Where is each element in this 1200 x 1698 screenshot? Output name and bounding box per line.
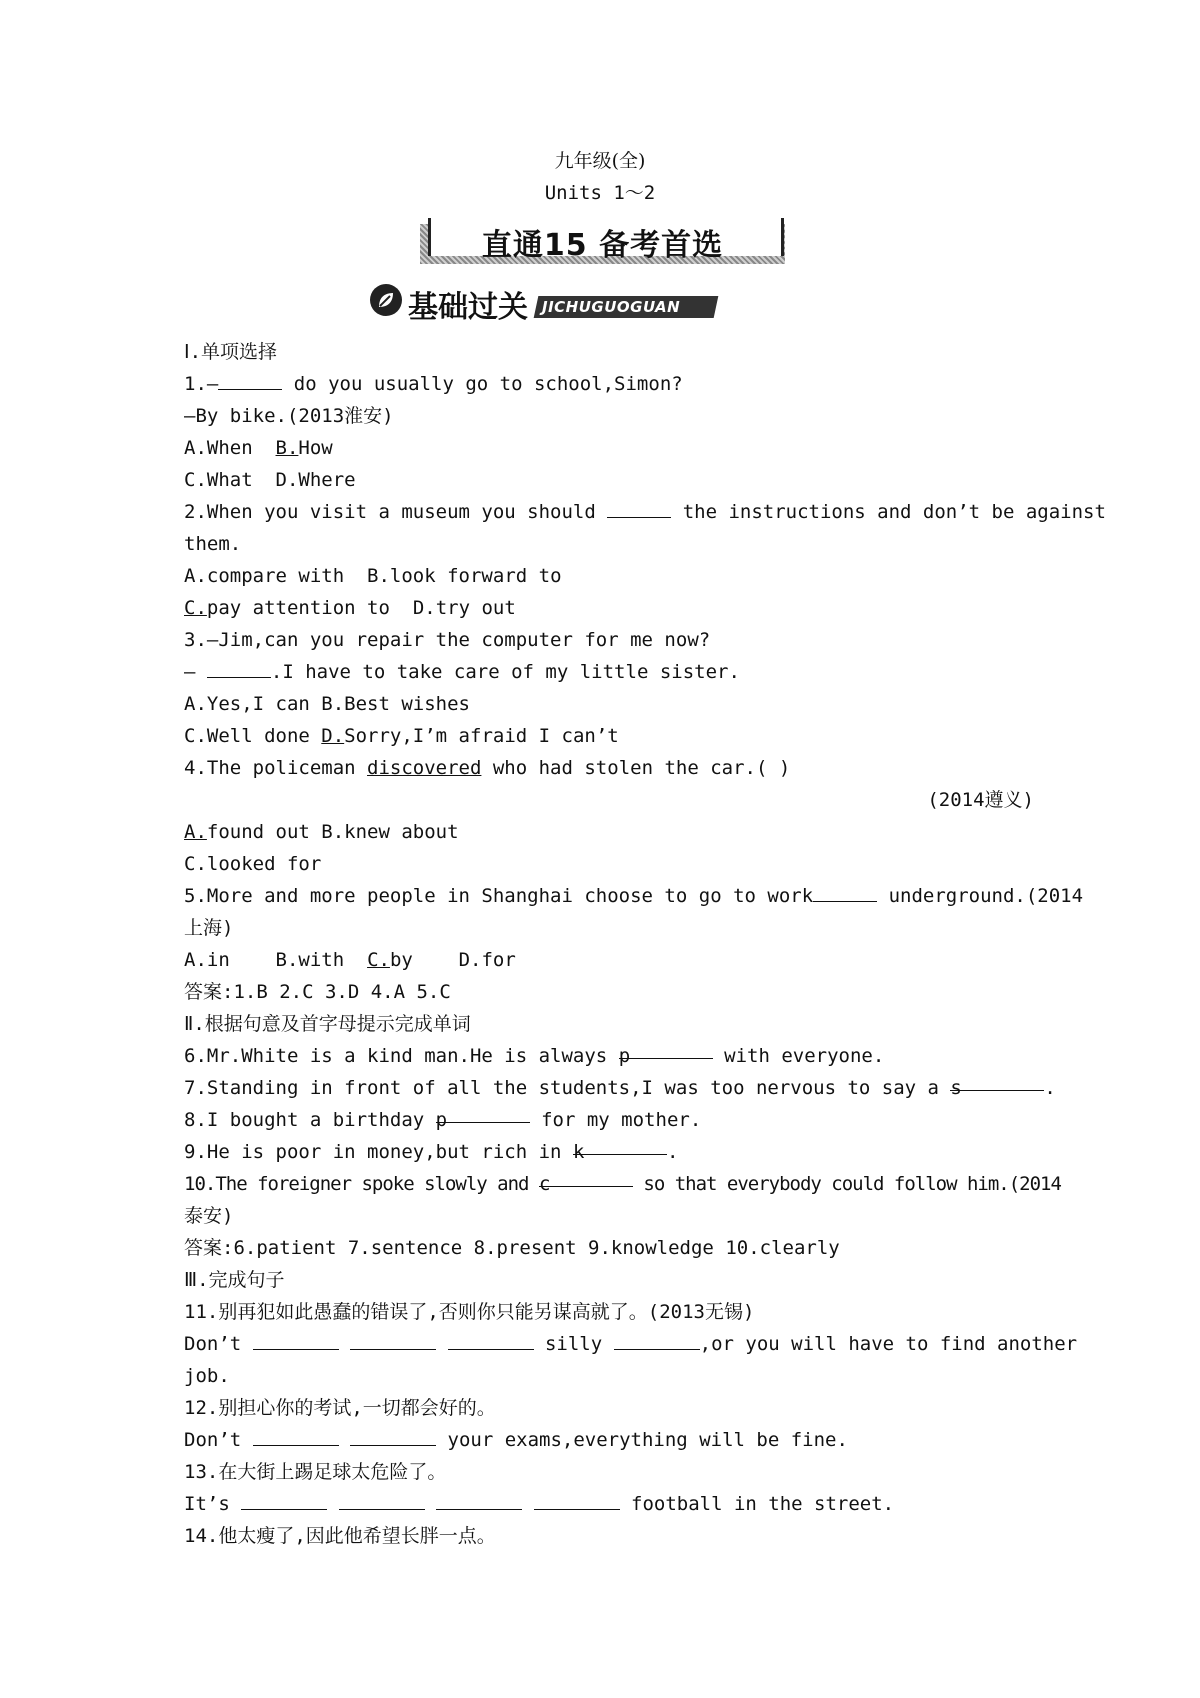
- q3-reply: [184, 656, 1034, 688]
- q6-blank: [618, 1040, 713, 1067]
- q5-text2: underground.(2014: [877, 885, 1084, 907]
- q7-text1: 7.Standing in front of all the students,I was too nervous to say a: [184, 1077, 951, 1099]
- q4-source: (2014遵义): [927, 789, 1034, 811]
- q14-chinese: 14.他太瘦了,因此他希望长胖一点。: [184, 1525, 496, 1547]
- q4-answer-mark: A.: [184, 821, 207, 843]
- q11-blank-1: [253, 1331, 339, 1350]
- q1-blank: [218, 371, 282, 390]
- part2-answer: 答案:6.patient 7.sentence 8.present 9.knowledge 10.clearly: [184, 1237, 840, 1259]
- q1-option-b: How: [298, 437, 333, 459]
- part1-answer: 答案:1.B 2.C 3.D 4.A 5.C: [184, 981, 451, 1003]
- q4-text2: who had stolen the car.( ): [481, 757, 791, 779]
- q2-options-cd: [184, 592, 1034, 624]
- q1-answer-mark: B.: [275, 437, 299, 459]
- q4-options-ab: [184, 816, 1034, 848]
- section-tag-strip: [534, 296, 719, 318]
- q13-text1: It’s: [184, 1493, 242, 1515]
- q5-text1: 5.More and more people in Shanghai choose to go to work: [184, 885, 814, 907]
- q2-option-c: pay attention to: [206, 597, 390, 619]
- exercise-content: [184, 336, 1106, 1552]
- q9-hint-letter: k: [572, 1141, 585, 1163]
- q4-option-ab: found out B.knew about: [206, 821, 459, 843]
- q12-text1: Don’t: [184, 1429, 253, 1451]
- q1-options-ab: [184, 432, 1034, 464]
- title-banner: [420, 218, 785, 262]
- q7-blank: [950, 1072, 1044, 1099]
- q2-option-a: A.compare with: [184, 565, 345, 587]
- q10-hint-letter: c: [538, 1173, 550, 1195]
- q9-line: [184, 1136, 1034, 1168]
- q13-blank-3: [436, 1491, 522, 1510]
- q2-option-d: D.try out: [412, 597, 516, 619]
- q11-blank-3: [448, 1331, 534, 1350]
- q13-line: [184, 1488, 1034, 1520]
- q12-chinese: 12.别担心你的考试,一切都会好的。: [184, 1397, 496, 1419]
- part3-heading: Ⅲ.完成句子: [184, 1269, 285, 1291]
- q5-options: [184, 944, 1034, 976]
- q11-text1: Don’t: [184, 1333, 253, 1355]
- q10-line2: 泰安): [184, 1205, 234, 1227]
- q13-chinese: 13.在大街上踢足球太危险了。: [184, 1461, 447, 1483]
- q3-line: 3.—Jim,can you repair the computer for me now?: [184, 629, 711, 651]
- q13-blank-1: [241, 1491, 327, 1510]
- q1-num: 1.—: [184, 373, 219, 395]
- leaf-icon: [370, 284, 402, 316]
- q5-blank: [813, 883, 877, 902]
- q2-line2: them.: [184, 533, 242, 555]
- q2-options-ab: [184, 560, 1034, 592]
- q5-option-a: A.in: [184, 949, 230, 971]
- q13-blank-2: [339, 1491, 425, 1510]
- q5-answer-mark: C.: [367, 949, 390, 971]
- q5-line: [184, 880, 1084, 912]
- q11-text2: silly: [533, 1333, 614, 1355]
- q8-blank: [435, 1104, 530, 1131]
- q12-blank-2: [350, 1427, 436, 1446]
- q1-option-d: D.Where: [275, 469, 356, 491]
- q13-text2: football in the street.: [619, 1493, 895, 1515]
- q11-line2: job.: [184, 1365, 230, 1387]
- q6-line: [184, 1040, 1034, 1072]
- q7-hint-letter: s: [950, 1077, 962, 1099]
- q4-text1: 4.The policeman: [184, 757, 368, 779]
- q3-option-c: C.Well done: [184, 725, 322, 747]
- q3-text2: .I have to take care of my little sister.: [270, 661, 740, 683]
- q4-line: [184, 752, 1034, 784]
- q5-option-d: D.for: [458, 949, 516, 971]
- part2-heading: Ⅱ.根据句意及首字母提示完成单词: [184, 1013, 471, 1035]
- q6-hint-letter: p: [618, 1045, 631, 1067]
- q2-text1: 2.When you visit a museum you should: [184, 501, 608, 523]
- q1-options-cd: [184, 464, 1034, 496]
- q5-option-c: by: [389, 949, 413, 971]
- q6-text2: with everyone.: [712, 1045, 885, 1067]
- q8-line: [184, 1104, 1034, 1136]
- q8-hint-letter: p: [435, 1109, 448, 1131]
- q3-answer-mark: D.: [321, 725, 345, 747]
- q6-text1: 6.Mr.White is a kind man.He is always: [184, 1045, 619, 1067]
- q2-text2: the instructions and don’t be against: [671, 501, 1106, 523]
- q1-option-c: C.What: [184, 469, 253, 491]
- q9-text1: 9.He is poor in money,but rich in: [184, 1141, 573, 1163]
- q12-text2: your exams,everything will be fine.: [436, 1429, 848, 1451]
- q11-text3: ,or you will have to find another: [699, 1333, 1078, 1355]
- q11-blank-4: [614, 1331, 700, 1350]
- q2-blank: [607, 499, 671, 518]
- q4-keyword: discovered: [367, 757, 482, 779]
- q11-blank-2: [350, 1331, 436, 1350]
- page-units: Units 1～2: [544, 182, 656, 204]
- q2-option-b: B.look forward to: [367, 565, 562, 587]
- q3-options-cd: [184, 720, 1034, 752]
- q10-text1: 10.The foreigner spoke slowly and: [184, 1173, 539, 1195]
- q7-text2: .: [1044, 1077, 1056, 1099]
- q8-text1: 8.I bought a birthday: [184, 1109, 436, 1131]
- q5-line2: 上海): [184, 917, 234, 939]
- q10-blank: [538, 1168, 633, 1195]
- q12-line: [184, 1424, 1034, 1456]
- q2-answer-mark: C.: [184, 597, 207, 619]
- q2-line: [184, 496, 1106, 528]
- q10-text2: so that everybody could follow him.(2014: [632, 1173, 1061, 1195]
- section-label: 基础过关: [408, 290, 528, 325]
- q3-option-d: Sorry,I’m afraid I can’t: [344, 725, 619, 747]
- q1-line: [184, 368, 1034, 400]
- q10-line: [184, 1168, 1061, 1200]
- q9-blank: [572, 1136, 667, 1163]
- q8-text2: for my mother.: [529, 1109, 702, 1131]
- section-header: [370, 282, 720, 325]
- q1-reply: —By bike.(2013淮安): [184, 405, 394, 427]
- q11-chinese: 11.别再犯如此愚蠢的错误了,否则你只能另谋高就了。(2013无锡): [184, 1301, 755, 1323]
- q3-blank: [207, 659, 271, 678]
- q9-text2: .: [666, 1141, 679, 1163]
- q4-option-c: C.looked for: [184, 853, 322, 875]
- q12-blank-1: [253, 1427, 339, 1446]
- q1-text: do you usually go to school,Simon?: [282, 373, 683, 395]
- q11-line: [184, 1328, 1078, 1360]
- q3-dash: —: [184, 661, 207, 683]
- section-tag: JICHUGUOGUAN: [542, 298, 681, 316]
- q5-option-b: B.with: [275, 949, 345, 971]
- q7-line: [184, 1072, 1056, 1104]
- q1-option-a: A.When: [184, 437, 253, 459]
- part1-heading: Ⅰ.单项选择: [184, 341, 278, 363]
- q3-options-ab: A.Yes,I can B.Best wishes: [184, 693, 470, 715]
- banner-title: 直通15 备考首选: [481, 228, 724, 263]
- q13-blank-4: [534, 1491, 620, 1510]
- page-grade: 九年级(全): [554, 150, 646, 172]
